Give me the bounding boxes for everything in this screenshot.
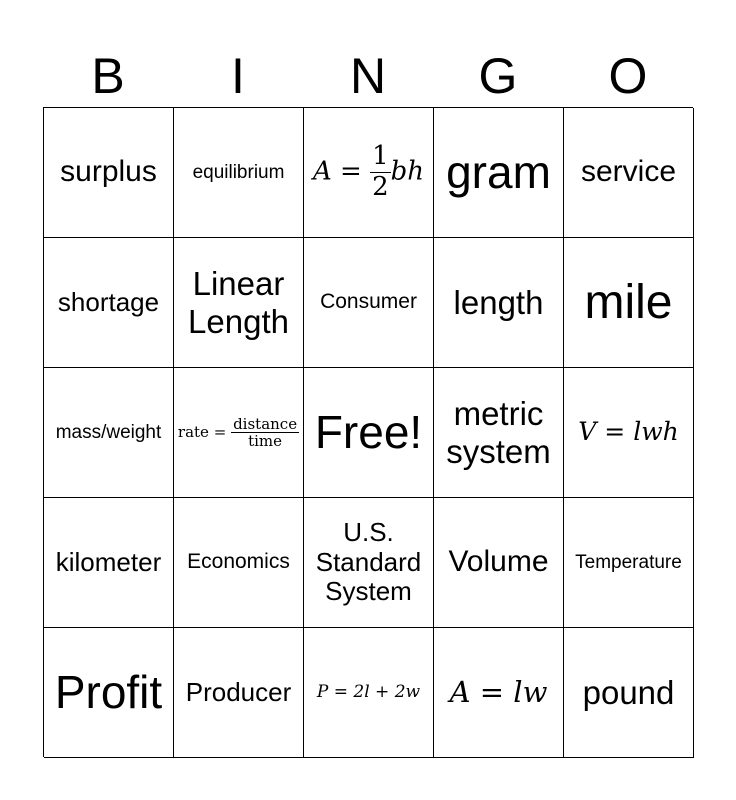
bingo-cell[interactable]	[304, 498, 434, 628]
bingo-cell[interactable]	[564, 498, 694, 628]
cell-label: U.S. Standard System	[315, 516, 422, 607]
fraction-numerator: 1	[372, 141, 389, 172]
rate-formula	[178, 416, 299, 450]
cell-label: shortage	[57, 286, 160, 317]
bingo-cell[interactable]	[434, 368, 564, 498]
cell-label: mile	[584, 275, 673, 329]
header-letter-b: B	[91, 48, 125, 104]
bingo-cell[interactable]	[44, 238, 174, 368]
cell-label: Free!	[314, 406, 423, 459]
cell-label: Producer	[185, 676, 292, 707]
fraction-denominator: time	[248, 432, 283, 450]
bingo-cell[interactable]	[564, 108, 694, 238]
bingo-cell[interactable]	[434, 628, 564, 758]
bingo-cell[interactable]	[174, 108, 304, 238]
bingo-cell[interactable]	[174, 628, 304, 758]
cell-label: length	[453, 283, 544, 321]
header-letter-g: G	[478, 48, 518, 104]
bingo-cell[interactable]	[564, 368, 694, 498]
bingo-cell[interactable]	[304, 238, 434, 368]
perimeter-formula: P = 2l + 2w	[316, 681, 421, 702]
bingo-cell[interactable]	[44, 628, 174, 758]
header-letter-o: O	[608, 48, 648, 104]
bingo-cell[interactable]	[174, 238, 304, 368]
bingo-cell[interactable]	[174, 498, 304, 628]
rectangle-area-formula: A = lw	[449, 674, 548, 709]
header-letter-n: N	[349, 48, 387, 104]
fraction-denominator: 2	[372, 172, 389, 202]
free-space-cell[interactable]	[304, 368, 434, 498]
formula-lhs: rate	[177, 422, 209, 441]
cell-label: surplus	[60, 155, 157, 189]
bingo-cell[interactable]	[304, 628, 434, 758]
bingo-cell[interactable]	[434, 498, 564, 628]
volume-formula: V = lwh	[578, 417, 679, 447]
bingo-cell[interactable]	[564, 238, 694, 368]
bingo-cell[interactable]	[44, 368, 174, 498]
formula-fraction	[231, 416, 299, 450]
bingo-cell[interactable]	[434, 238, 564, 368]
bingo-cell[interactable]	[564, 628, 694, 758]
cell-label: metric system	[446, 394, 551, 470]
cell-label: Volume	[448, 545, 549, 579]
cell-label: Temperature	[575, 551, 682, 573]
fraction-numerator: distance	[233, 414, 298, 433]
bingo-cell[interactable]	[174, 368, 304, 498]
cell-label: Economics	[187, 550, 290, 574]
bingo-cell[interactable]	[44, 498, 174, 628]
bingo-cell[interactable]	[434, 108, 564, 238]
cell-label: equilibrium	[192, 161, 285, 183]
cell-label: mass/weight	[55, 421, 162, 443]
cell-label: pound	[582, 673, 675, 711]
bingo-header	[43, 44, 693, 108]
formula-equals: =	[340, 156, 362, 187]
cell-label: Consumer	[320, 290, 417, 314]
cell-label: Profit	[54, 666, 163, 719]
formula-lhs: A	[312, 156, 332, 187]
bingo-card-grid	[43, 107, 693, 757]
formula-rhs: bh	[390, 156, 425, 187]
triangle-area-formula	[313, 142, 424, 203]
cell-label: kilometer	[55, 546, 162, 577]
formula-equals: =	[213, 422, 227, 441]
bingo-cell[interactable]	[304, 108, 434, 238]
cell-label: service	[580, 155, 677, 189]
bingo-cell[interactable]	[44, 108, 174, 238]
cell-label: gram	[446, 146, 551, 199]
cell-label: Linear Length	[188, 264, 289, 340]
header-letter-i: I	[231, 48, 245, 104]
formula-fraction	[370, 142, 391, 203]
